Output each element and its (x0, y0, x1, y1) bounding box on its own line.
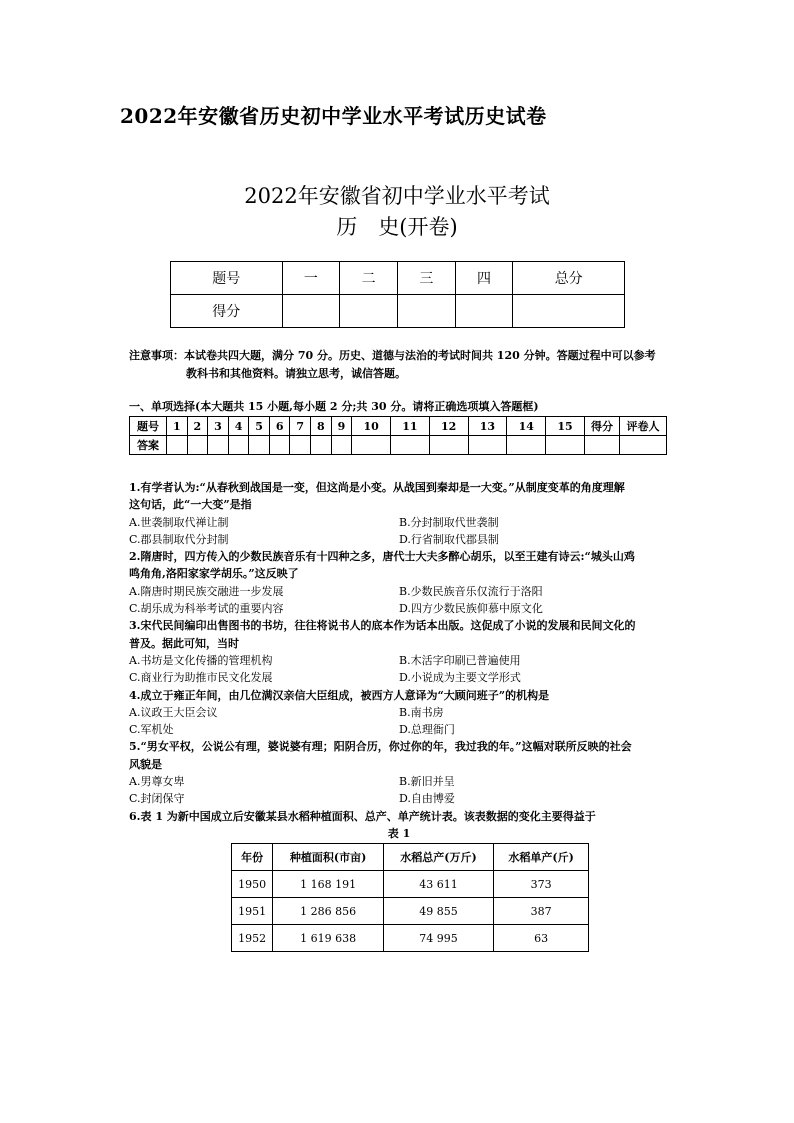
question-text: 普及。据此可知，当时 (129, 636, 239, 650)
question-5 (129, 738, 669, 807)
notice-line: 教科书和其他资料。请独立思考，诚信答题。 (186, 367, 406, 380)
table-caption: 表 1 (387, 826, 411, 840)
table-cell: 373 (494, 871, 589, 898)
question-4 (129, 687, 669, 739)
rice-statistics-table (231, 843, 589, 952)
question-text: 鸣角角,洛阳家家学胡乐。”这反映了 (129, 567, 299, 581)
table-row (232, 925, 589, 952)
table-cell: 1951 (232, 898, 273, 925)
score-cell (397, 295, 455, 328)
score-header-cell: 题号 (171, 262, 283, 295)
table-header-row (232, 844, 589, 871)
answer-cell (546, 436, 585, 455)
score-header-cell: 二 (340, 262, 398, 295)
question-number-cell: 13 (468, 417, 507, 436)
option-row (129, 721, 669, 738)
question-number-cell: 5 (249, 417, 270, 436)
question-text: 6.表 1 为新中国成立后安徽某县水稻种植面积、总产、单产统计表。该表数据的变化主要得益于 (129, 809, 596, 823)
table-header-cell: 年份 (232, 844, 273, 871)
table-cell: 1952 (232, 925, 273, 952)
answer-table (129, 416, 667, 455)
table-cell: 387 (494, 898, 589, 925)
score-cell (455, 295, 513, 328)
option-row (129, 704, 669, 721)
answer-cell (468, 436, 507, 455)
question-text: 2.隋唐时，四方传入的少数民族音乐有十四种之多，唐代士大夫多醉心胡乐，以至王建有诗云:“城头山鸡 (129, 550, 635, 564)
question-text: 5.“男女平权，公说公有理，婆说婆有理；阳阴合历，你过你的年，我过我的年。”这幅对联所反映的社会 (129, 740, 632, 754)
answer-grader-label: 评卷人 (620, 417, 667, 436)
table-cell: 49 855 (383, 898, 493, 925)
answer-cell (167, 436, 188, 455)
score-row-label: 得分 (171, 295, 283, 328)
answer-cell (311, 436, 332, 455)
option-row (129, 790, 669, 807)
answer-cell (187, 436, 208, 455)
score-header-cell: 三 (397, 262, 455, 295)
table-cell: 1 286 856 (273, 898, 383, 925)
question-6 (129, 808, 669, 953)
answer-cell (228, 436, 249, 455)
question-3 (129, 617, 669, 686)
answer-cell (390, 436, 429, 455)
question-number-cell: 15 (546, 417, 585, 436)
question-2 (129, 548, 669, 617)
table-cell: 1 619 638 (273, 925, 383, 952)
document-title: 2022年安徽省历史初中学业水平考试历史试卷 (120, 104, 547, 128)
table-cell: 74 995 (383, 925, 493, 952)
answer-cell (249, 436, 270, 455)
option-row (129, 773, 669, 790)
exam-title: 2022年安徽省初中学业水平考试 (244, 184, 550, 208)
score-cell (340, 295, 398, 328)
question-number-cell: 6 (269, 417, 290, 436)
table-row (232, 898, 589, 925)
option-b: B.新旧并呈 (399, 775, 455, 789)
question-number-cell: 3 (208, 417, 229, 436)
question-number-cell: 12 (429, 417, 468, 436)
option-c: C.郡县制取代分封制 (129, 532, 229, 546)
question-list (129, 479, 669, 952)
table-header-cell: 种植面积(市亩) (273, 844, 383, 871)
option-row (129, 600, 669, 617)
answer-cell (208, 436, 229, 455)
score-header-cell: 一 (282, 262, 340, 295)
option-b: B.南书房 (399, 705, 444, 719)
option-a: A.议政王大臣会议 (129, 705, 218, 719)
option-a: A.隋唐时期民族交融进一步发展 (129, 584, 284, 598)
option-c: C.胡乐成为科举考试的重要内容 (129, 602, 284, 616)
score-table-score-row (171, 295, 625, 328)
question-text: 1.有学者认为:“从春秋到战国是一变，但这尚是小变。从战国到秦却是一大变。”从制度变革的角度理解 (129, 481, 625, 494)
score-cell (513, 295, 625, 328)
option-row (129, 669, 669, 686)
question-number-cell: 1 (167, 417, 188, 436)
score-header-cell: 四 (455, 262, 513, 295)
question-number-cell: 14 (507, 417, 546, 436)
answer-cell (507, 436, 546, 455)
answer-cell (352, 436, 391, 455)
option-c: C.封闭保守 (129, 792, 185, 806)
option-a: A.男尊女卑 (129, 775, 185, 789)
answer-cell (620, 436, 667, 455)
score-table (170, 261, 625, 328)
question-1 (129, 479, 669, 548)
option-row (129, 531, 669, 548)
score-table-header-row (171, 262, 625, 295)
question-number-cell: 4 (228, 417, 249, 436)
answer-table-answer-row (130, 436, 667, 455)
option-row (129, 514, 669, 531)
answer-cell (331, 436, 352, 455)
table-header-cell: 水稻总产(万斤) (383, 844, 493, 871)
score-header-cell: 总分 (513, 262, 625, 295)
table-header-cell: 水稻单产(斤) (494, 844, 589, 871)
table-cell: 63 (494, 925, 589, 952)
question-number-cell: 2 (187, 417, 208, 436)
score-cell (282, 295, 340, 328)
option-d: D.小说成为主要文学形式 (399, 671, 521, 685)
option-b: B.分封制取代世袭制 (399, 515, 499, 529)
answer-table-number-row (130, 417, 667, 436)
option-d: D.总理衙门 (399, 723, 455, 737)
exam-notice (129, 347, 674, 383)
table-cell: 43 611 (383, 871, 493, 898)
option-d: D.四方少数民族仰慕中原文化 (399, 602, 543, 616)
table-row (232, 871, 589, 898)
option-row (129, 583, 669, 600)
answer-header-label: 题号 (130, 417, 167, 436)
answer-cell (585, 436, 620, 455)
answer-cell (429, 436, 468, 455)
option-b: B.木活字印刷已普遍使用 (399, 653, 521, 667)
answer-row-label: 答案 (130, 436, 167, 455)
option-row (129, 652, 669, 669)
question-number-cell: 7 (290, 417, 311, 436)
table-cell: 1950 (232, 871, 273, 898)
option-b: B.少数民族音乐仅流行于洛阳 (399, 584, 543, 598)
table-cell: 1 168 191 (273, 871, 383, 898)
exam-subject: 历 史(开卷) (336, 215, 458, 239)
question-number-cell: 8 (311, 417, 332, 436)
question-text: 风貌是 (129, 757, 162, 771)
question-number-cell: 10 (352, 417, 391, 436)
section-heading: 一、单项选择(本大题共 15 小题,每小题 2 分;共 30 分。请将正确选项填入答题框) (129, 400, 539, 413)
option-a: A.世袭制取代禅让制 (129, 515, 229, 529)
option-d: D.行省制取代郡县制 (399, 532, 499, 546)
question-text: 4.成立于雍正年间，由几位满汉亲信大臣组成，被西方人意译为“大顾问班子”的机构是 (129, 688, 550, 702)
question-text: 这句话，此“一大变”是指 (129, 498, 252, 512)
question-text: 3.宋代民间编印出售图书的书坊，往往将说书人的底本作为话本出版。这促成了小说的发展和民间文化的 (129, 619, 636, 633)
answer-score-label: 得分 (585, 417, 620, 436)
question-number-cell: 11 (390, 417, 429, 436)
option-d: D.自由博爱 (399, 792, 455, 806)
notice-line: 注意事项：本试卷共四大题，满分 70 分。历史、道德与法治的考试时间共 120 分钟。答题过程中可以参考 (129, 349, 656, 362)
option-c: C.军机处 (129, 723, 174, 737)
answer-cell (269, 436, 290, 455)
option-c: C.商业行为助推市民文化发展 (129, 671, 273, 685)
answer-cell (290, 436, 311, 455)
option-a: A.书坊是文化传播的管理机构 (129, 653, 273, 667)
question-number-cell: 9 (331, 417, 352, 436)
